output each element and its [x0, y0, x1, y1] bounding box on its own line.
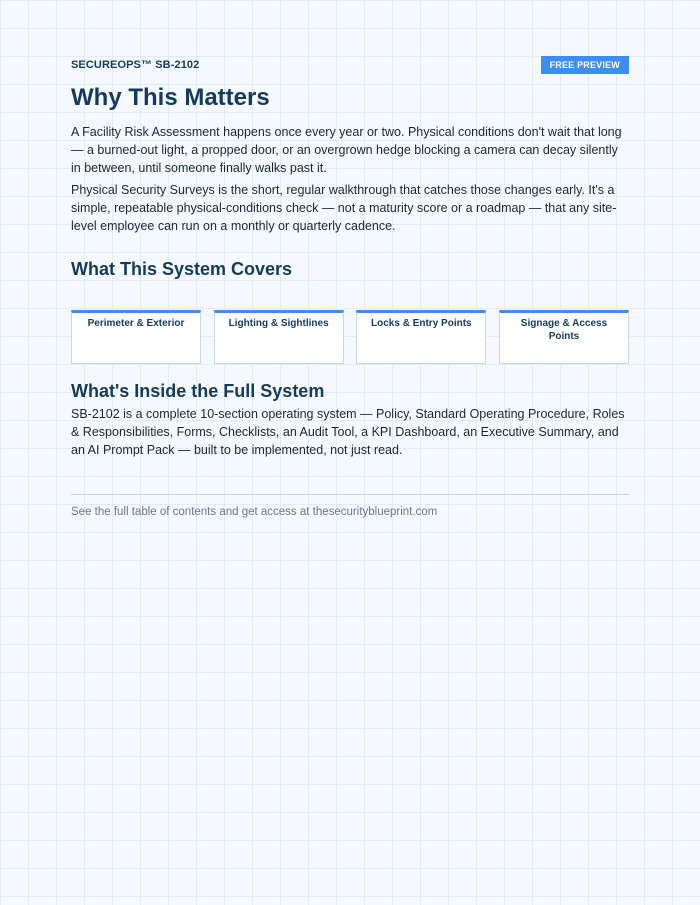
intro-paragraph-2: Physical Security Surveys is the short, regular walkthrough that catches those changes early. It's a simple, repeatable physical-conditions check — not a maturity score or a roadmap — that any site-level employee can run on a monthly or quarterly cadence.	[71, 183, 617, 233]
coverage-cards	[71, 310, 629, 363]
page-title: Why This Matters	[71, 84, 270, 111]
coverage-card-perimeter	[71, 310, 201, 364]
coverage-card-lighting	[214, 310, 344, 364]
document-code: SECUREOPS™ SB-2102	[71, 59, 200, 71]
coverage-card-signage	[499, 310, 629, 364]
coverage-card-label: Signage & Access Points	[520, 318, 608, 342]
header-bar	[71, 56, 629, 74]
free-preview-badge: FREE PREVIEW	[541, 56, 629, 74]
divider	[71, 494, 629, 495]
coverage-card-label: Locks & Entry Points	[371, 318, 472, 329]
coverage-card-label: Perimeter & Exterior	[87, 318, 185, 329]
covers-heading: What This System Covers	[71, 259, 293, 279]
footer-note: See the full table of contents and get access at thesecurityblueprint.com	[71, 506, 438, 518]
coverage-card-locks	[356, 310, 486, 364]
inside-heading: What's Inside the Full System	[71, 381, 325, 401]
intro-paragraph-1: A Facility Risk Assessment happens once every year or two. Physical conditions don't wait that long — a burned-out light, a propped door, or an overgrown hedge blocking a camera can decay silently in between, until someone finally walks past it.	[71, 125, 622, 175]
inside-paragraph: SB-2102 is a complete 10-section operating system — Policy, Standard Operating Procedure, Roles & Responsibilities, Forms, Checklists, an Audit Tool, a KPI Dashboard, an Executive Summary, and an AI Prompt Pack — built to be implemented, not just read.	[71, 407, 625, 457]
coverage-card-label: Lighting & Sightlines	[228, 318, 329, 329]
